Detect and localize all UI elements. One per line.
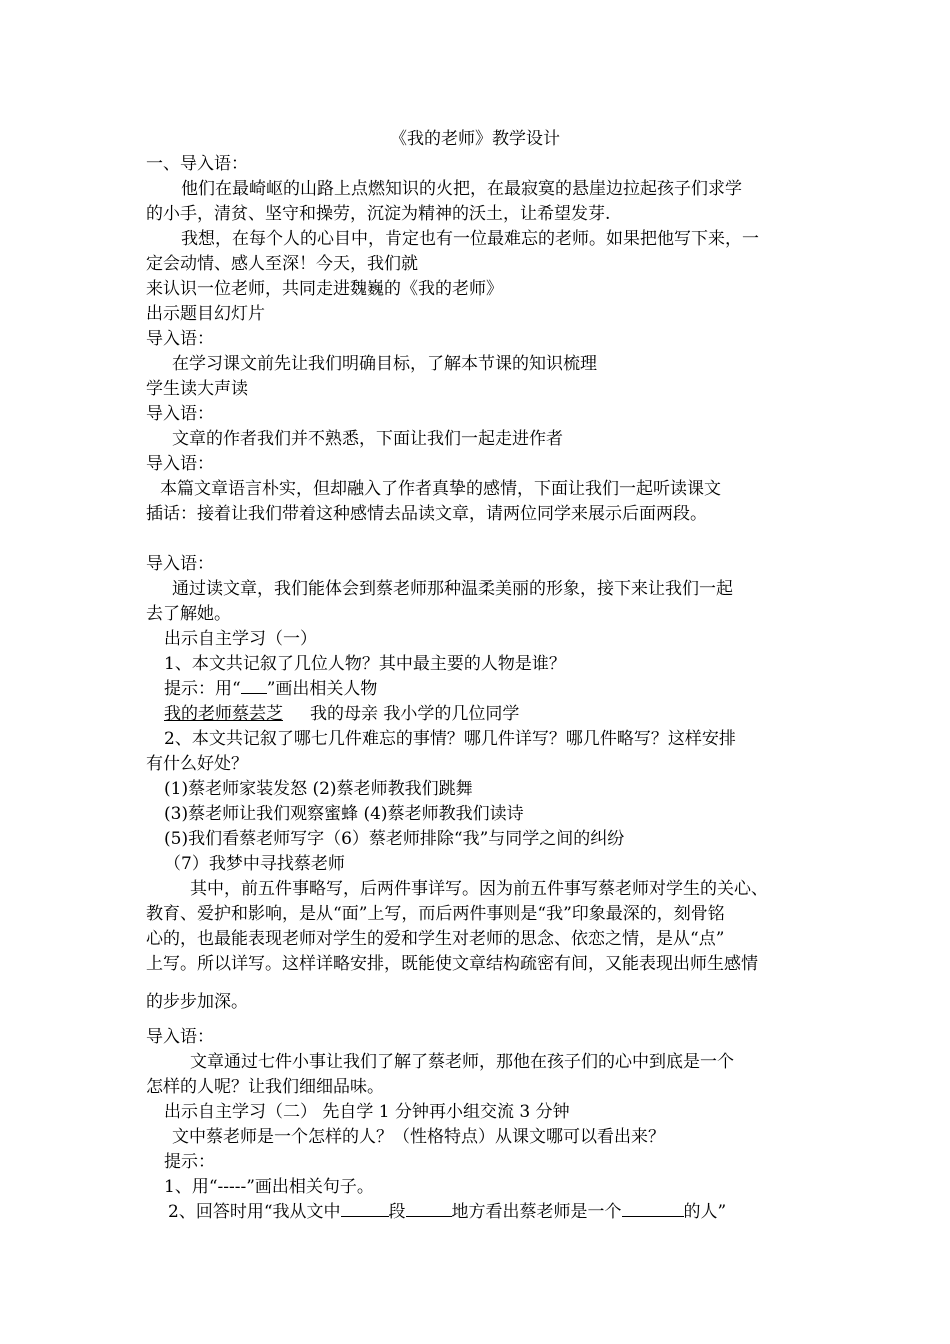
hint-text: 地方看出蔡老师是一个 <box>451 1202 622 1222</box>
hint-text: 2、回答时用“我从文中 <box>168 1202 341 1222</box>
section-heading: 一、导入语： <box>146 154 248 174</box>
event-line: (5)我们看蔡老师写字（6）蔡老师排除“我”与同学之间的纠纷 <box>164 829 625 849</box>
underline-blank <box>341 1200 389 1217</box>
paragraph-line: 的小手，清贫、坚守和操劳，沉淀为精神的沃土，让希望发芽. <box>146 204 611 224</box>
hint-text: 提示：用“ <box>164 679 241 699</box>
step-line: 学生读大声读 <box>146 379 248 399</box>
paragraph-line: 文章通过七件小事让我们了解了蔡老师，那他在孩子们的心中到底是一个 <box>190 1052 734 1072</box>
other-characters: 我的母亲 我小学的几位同学 <box>310 704 520 724</box>
paragraph-line: 插话：接着让我们带着这种感情去品读文章，请两位同学来展示后面两段。 <box>146 504 707 524</box>
answer-line: 上写。所以详写。这样详略安排，既能使文章结构疏密有间，又能表现出师生感情 <box>146 954 758 974</box>
answer-line: 的步步加深。 <box>146 992 248 1012</box>
intro-heading: 导入语： <box>146 329 214 349</box>
paragraph-line: 定会动情、感人至深！今天，我们就 <box>146 254 418 274</box>
main-character: 我的老师蔡芸芝 <box>164 704 283 724</box>
event-line: (1)蔡老师家装发怒 (2)蔡老师教我们跳舞 <box>164 779 473 799</box>
paragraph-line: 怎样的人呢？让我们细细品味。 <box>146 1077 384 1097</box>
intro-heading: 导入语： <box>146 554 214 574</box>
paragraph-line: 他们在最崎岖的山路上点燃知识的火把，在最寂寞的悬崖边拉起孩子们求学 <box>181 179 742 199</box>
answer-line: 教育、爱护和影响，是从“面”上写，而后两件事则是“我”印象最深的，刻骨铭 <box>146 904 725 924</box>
paragraph-line: 我想，在每个人的心目中，肯定也有一位最难忘的老师。如果把他写下来，一 <box>181 229 759 249</box>
underline-blank <box>622 1200 684 1217</box>
paragraph-line: 在学习课文前先让我们明确目标，了解本节课的知识梳理 <box>172 354 597 374</box>
event-line: (3)蔡老师让我们观察蜜蜂 (4)蔡老师教我们读诗 <box>164 804 524 824</box>
paragraph-line: 去了解她。 <box>146 604 231 624</box>
hint-text: 的人” <box>683 1202 727 1222</box>
paragraph-line: 文章的作者我们并不熟悉，下面让我们一起走进作者 <box>172 429 563 449</box>
step-line: 出示题目幻灯片 <box>146 304 265 324</box>
hint-item: 1、用“-----”画出相关句子。 <box>164 1177 374 1197</box>
step-line: 出示自主学习（一） <box>164 629 317 649</box>
document-title: 《我的老师》教学设计 <box>390 129 560 149</box>
paragraph-line: 通过读文章，我们能体会到蔡老师那种温柔美丽的形象，接下来让我们一起 <box>172 579 733 599</box>
step-line: 出示自主学习（二） 先自学 1 分钟再小组交流 3 分钟 <box>164 1102 570 1122</box>
hint-text: ”画出相关人物 <box>266 679 378 699</box>
answer-line: 其中，前五件事略写，后两件事详写。因为前五件事写蔡老师对学生的关心、 <box>190 879 768 899</box>
event-line: （7）我梦中寻找蔡老师 <box>164 854 345 874</box>
question-line: 文中蔡老师是一个怎样的人？（性格特点）从课文哪可以看出来？ <box>172 1127 665 1147</box>
paragraph-line: 本篇文章语言朴实，但却融入了作者真挚的感情，下面让我们一起听读课文 <box>160 479 721 499</box>
underline-blank <box>406 1200 452 1217</box>
underline-blank <box>241 677 267 694</box>
hint-text: 段 <box>388 1202 406 1222</box>
question-line: 2、本文共记叙了哪七几件难忘的事情？哪几件详写？哪几件略写？这样安排 <box>164 729 736 749</box>
intro-heading: 导入语： <box>146 1027 214 1047</box>
paragraph-line: 来认识一位老师，共同走进魏巍的《我的老师》 <box>146 279 503 299</box>
hint-line <box>164 677 844 701</box>
question-line: 1、本文共记叙了几位人物？其中最主要的人物是谁？ <box>164 654 566 674</box>
intro-heading: 导入语： <box>146 404 214 424</box>
question-line: 有什么好处？ <box>146 754 248 774</box>
hint-item <box>168 1200 848 1224</box>
hint-line: 提示： <box>164 1152 215 1172</box>
intro-heading: 导入语： <box>146 454 214 474</box>
answer-line: 心的，也最能表现老师对学生的爱和学生对老师的思念、依恋之情，是从“点” <box>146 929 725 949</box>
people-line <box>164 702 844 726</box>
